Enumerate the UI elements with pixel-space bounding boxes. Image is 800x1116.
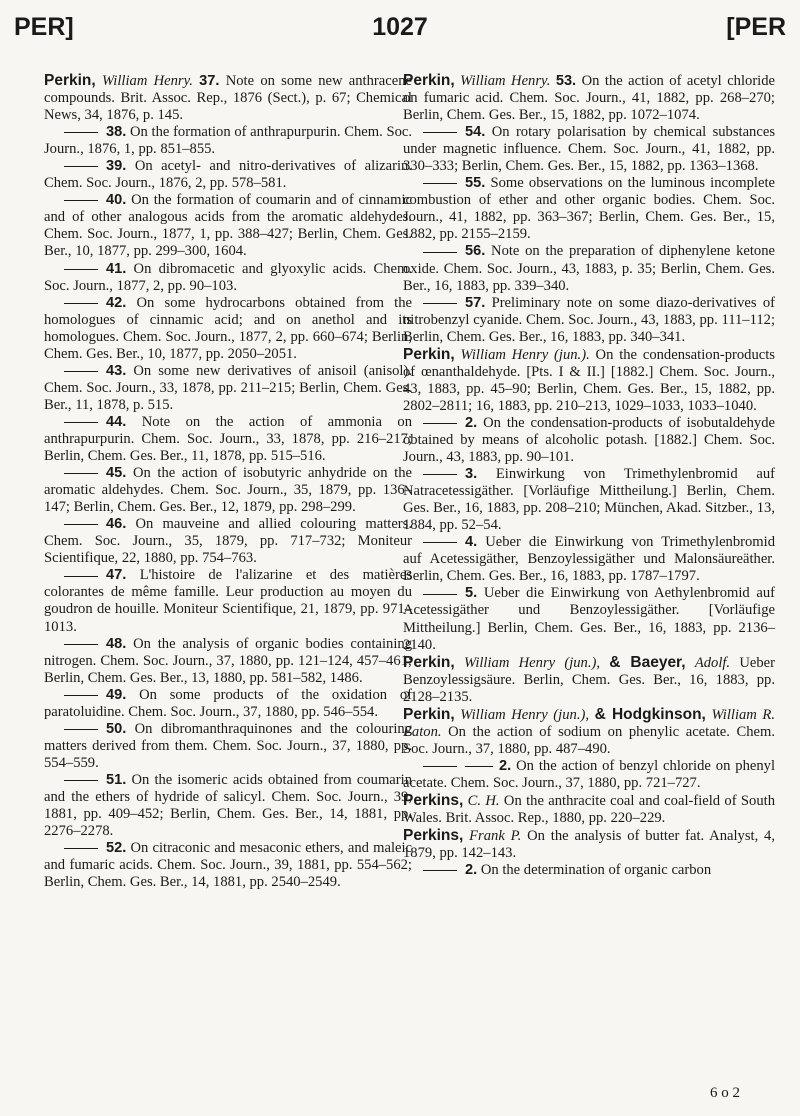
entry-number: 57.	[465, 294, 486, 311]
repeat-dash	[64, 303, 98, 304]
entry-text: On some new derivatives of anisoil (anisol). Chem. Soc. Journ., 33, 1878, pp. 211–215; Berlin, Chem. Ges. Ber., 11, 1878, p. 515.	[44, 362, 412, 413]
entry-number: 52.	[106, 840, 127, 857]
bibliography-entry	[44, 721, 412, 772]
repeat-dash	[423, 303, 457, 304]
author-surname: Perkins,	[403, 791, 464, 809]
entry-text: On the formation of coumarin and of cinnamic and of other analogous acids from the aromatic aldehydes. Chem. Soc. Journ., 1877, 1, pp. 388–427; Berlin, Chem. Ges. Ber., 10, 1877, pp. 299–300, 1604.	[44, 192, 412, 260]
entry-number: 37.	[199, 73, 220, 89]
repeat-dash	[64, 371, 98, 372]
coauthor-given-name: Adolf.	[694, 654, 731, 671]
entry-text: On the analysis of organic bodies containing nitrogen. Chem. Soc. Journ., 37, 1880, pp. 121–124, 457–461; Berlin, Chem. Ges. Ber., 13, 1880, pp. 581–582, 1486.	[44, 635, 412, 686]
author-given-name: William Henry.	[101, 73, 193, 89]
entry-text: On dibromacetic and glyoxylic acids. Chem. Soc. Journ., 1877, 2, pp. 90–103.	[44, 260, 413, 294]
bibliography-entry	[403, 243, 775, 294]
author-surname: Perkin,	[403, 72, 455, 89]
bibliography-entry	[403, 466, 775, 534]
coauthor-surname: & Hodgkinson,	[594, 705, 706, 723]
entry-text: On dibromanthraquinones and the colouring matters derived from them. Chem. Soc. Journ., 37, 1880, pp. 554–559.	[44, 720, 412, 771]
entry-text: On the action of isobutyric anhydride on the aromatic aldehydes. Chem. Soc. Journ., 35, 1879, pp. 136–147; Berlin, Chem. Ges. Ber., 12, 1879, pp. 298–299.	[44, 465, 412, 516]
bibliography-entry	[44, 158, 412, 192]
author-given-name: C. H.	[467, 792, 500, 809]
entry-number: 38.	[106, 124, 127, 141]
bibliography-entry	[44, 363, 412, 414]
coauthor-surname: & Baeyer,	[609, 653, 686, 671]
bibliography-entry	[403, 124, 775, 175]
bibliography-entry	[44, 295, 412, 363]
entry-number: 43.	[106, 362, 127, 379]
bibliography-entry	[403, 706, 775, 758]
header-left-keyword: PER]	[14, 13, 74, 41]
bibliography-entry	[403, 827, 775, 862]
author-surname: Perkin,	[403, 653, 455, 671]
bibliography-entry	[44, 72, 412, 124]
author-given-name: William Henry (jun.),	[460, 706, 589, 723]
repeat-dash	[423, 594, 457, 595]
entry-text: Ueber die Einwirkung von Aethylenbromid auf Acetessigäther und Benzoylessigäther. [Vorläufige Mittheilung.] Berlin, Chem. Ges. Ber., 16, 1883, pp. 2136–2140.	[403, 585, 776, 653]
entry-text: Note on the action of ammonia on anthrapurpurin. Chem. Soc. Journ., 33, 1878, pp. 216–217; Berlin, Chem. Ges. Ber., 11, 1878, pp. 515–516.	[44, 413, 412, 465]
entry-number: 3.	[465, 466, 478, 483]
bibliography-entry	[44, 414, 412, 465]
bibliography-entry	[44, 840, 412, 891]
entry-number: 2.	[465, 862, 478, 879]
author-surname: Perkin,	[44, 72, 96, 89]
repeat-dash	[423, 474, 457, 475]
bibliography-entry	[44, 124, 412, 158]
entry-number: 44.	[106, 413, 127, 430]
coauthor-given-name: William R. Eaton.	[403, 706, 775, 740]
entry-number: 53.	[555, 73, 577, 89]
bibliography-entry	[44, 261, 412, 295]
repeat-dash	[64, 780, 98, 781]
author-given-name: Frank P.	[469, 828, 522, 845]
repeat-dash	[64, 200, 98, 201]
entry-text: Preliminary note on some diazo-derivatives of nitrobenzyl cyanide. Chem. Soc. Journ., 43, 1883, pp. 111–112; Berlin, Chem. Ges. Ber., 16, 1883, pp. 340–341.	[403, 294, 776, 345]
bibliography-entry	[403, 758, 775, 792]
entry-text: L'histoire de l'alizarine et des matières colorantes de même famille. Leur production au moyen du goudron de houille. Moniteur Scientifique, 21, 1879, pp. 971–1013.	[44, 567, 412, 635]
author-given-name: William Henry (jun.).	[460, 346, 590, 363]
entry-text: On some products of the oxidation of paratoluidine. Chem. Soc. Journ., 37, 1880, pp. 546–554.	[44, 686, 412, 720]
repeat-dash	[423, 542, 457, 543]
bibliography-entry	[403, 415, 775, 466]
left-column	[44, 72, 412, 891]
repeat-dash	[423, 870, 457, 871]
entry-text: Note on some new anthracene compounds. Brit. Assoc. Rep., 1876 (Sect.), p. 67; Chemical News, 34, 1876, p. 145.	[44, 73, 412, 124]
entry-text: On mauveine and allied colouring matters. Chem. Soc. Journ., 35, 1879, pp. 717–732; Moniteur Scientifique, 22, 1880, pp. 754–763.	[44, 516, 412, 567]
repeat-dash	[64, 269, 98, 270]
bibliography-entry	[403, 295, 775, 346]
author-given-name: William Henry.	[460, 73, 551, 89]
entry-number: 39.	[106, 158, 127, 175]
entry-number: 5.	[465, 585, 478, 602]
repeat-dash	[423, 252, 457, 253]
bibliography-entry	[44, 465, 412, 516]
bibliography-entry	[44, 687, 412, 721]
entry-number: 55.	[465, 175, 486, 192]
entry-text: On the anthracite coal and coal-field of South Wales. Brit. Assoc. Rep., 1880, pp. 220–229.	[403, 792, 775, 827]
entry-text: On citraconic and mesaconic ethers, and maleic and fumaric acids. Chem. Soc. Journ., 39, 1881, pp. 554–562; Berlin, Chem. Ges. Ber., 14, 1881, pp. 2540–2549.	[44, 840, 413, 891]
entry-number: 56.	[465, 243, 486, 260]
bibliography-entry	[44, 772, 412, 840]
repeat-dash	[64, 422, 98, 423]
repeat-dash	[64, 695, 98, 696]
repeat-dash	[423, 423, 457, 424]
author-surname: Perkins,	[403, 827, 464, 845]
entry-number: 41.	[106, 260, 127, 277]
entry-text: On the formation of anthrapurpurin. Chem. Soc. Journ., 1876, 1, pp. 851–855.	[44, 124, 412, 158]
bibliography-entry	[403, 534, 775, 585]
repeat-dash	[64, 729, 98, 730]
entry-number: 45.	[106, 465, 127, 482]
repeat-dash	[64, 473, 98, 474]
entry-number: 48.	[106, 635, 127, 652]
bibliography-entry	[44, 192, 412, 260]
entry-text: On the determination of organic carbon	[480, 862, 712, 879]
repeat-dash	[423, 183, 457, 184]
entry-text: On the action of benzyl chloride on phenyl acetate. Chem. Soc. Journ., 37, 1880, pp. 721–727.	[403, 757, 775, 791]
entry-number: 54.	[465, 124, 486, 141]
bibliography-entry	[44, 516, 412, 567]
entry-text: On the condensation-products of isobutaldehyde obtained by means of alcoholic potash. [1882.] Chem. Soc. Journ., 43, 1883, pp. 90–101.	[403, 414, 775, 466]
entry-text: Ueber Benzoylessigsäure. Berlin, Chem. Ges. Ber., 16, 1883, pp. 2128–2135.	[403, 654, 776, 705]
entry-text: Ueber die Einwirkung von Trimethylenbromid auf Acetessigäther, Benzoylessigäther und Malonsäureäther. Berlin, Chem. Ges. Ber., 16, 1883, pp. 1787–1797.	[403, 534, 775, 585]
bibliography-entry	[403, 862, 775, 879]
entry-text: On the isomeric acids obtained from coumarin and the ethers of hydride of salicyl. Chem. Soc. Journ., 39, 1881, pp. 409–452; Berlin, Chem. Ges. Ber., 14, 1881, pp. 2276–2278.	[44, 771, 412, 840]
entry-number: 2.	[499, 757, 512, 774]
author-surname: Perkin,	[403, 345, 455, 363]
bibliography-entry	[403, 175, 775, 243]
entry-number: 42.	[106, 294, 127, 311]
bibliography-entry	[403, 792, 775, 827]
entry-text: On acetyl- and nitro-derivatives of alizarin. Chem. Soc. Journ., 1876, 2, pp. 578–581.	[44, 158, 412, 192]
page-header	[14, 10, 786, 44]
entry-text: On rotary polarisation by chemical substances under magnetic influence. Chem. Soc. Journ., 41, 1882, pp. 330–333; Berlin, Chem. Ges. Ber., 15, 1882, pp. 1363–1368.	[403, 124, 775, 175]
bibliography-entry	[403, 585, 775, 653]
repeat-dash	[64, 848, 98, 849]
entry-text: On the condensation-products of œnanthaldehyde. [Pts. I & II.] [1882.] Chem. Soc. Journ., 43, 1883, pp. 45–90; Berlin, Chem. Ges. Ber., 15, 1882, pp. 2802–2811; 16, 1883, pp. 210–213, 1029–1033, 1033–1040.	[403, 346, 775, 414]
repeat-dash	[64, 166, 98, 167]
entry-number: 49.	[106, 686, 127, 703]
right-column	[403, 72, 775, 879]
author-surname: Perkin,	[403, 705, 455, 723]
repeat-dash	[64, 524, 98, 525]
entry-number: 2.	[465, 414, 478, 431]
repeat-dash	[64, 132, 98, 133]
entry-text: On some hydrocarbons obtained from the homologues of cinnamic acid; and on anethol and its homologues. Chem. Soc. Journ., 1877, 2, pp. 660–674; Berlin, Chem. Ges. Ber., 10, 1877, pp. 2050–2051.	[44, 294, 412, 362]
repeat-dash	[64, 644, 98, 645]
entry-number: 51.	[106, 771, 127, 788]
entry-number: 47.	[106, 567, 127, 584]
bibliography-entry	[403, 72, 775, 124]
entry-text: Einwirkung von Trimethylenbromid auf Natracetessigäther. [Vorläufige Mittheilung.] Berlin, Chem. Ges. Ber., 16, 1883, pp. 208–210; München, Akad. Sitzber., 13, 1884, pp. 52–54.	[403, 466, 775, 534]
repeat-dash	[64, 576, 98, 577]
repeat-dash-second	[465, 766, 493, 767]
entry-number: 46.	[106, 516, 127, 533]
signature-mark: 6 o 2	[710, 1085, 740, 1101]
entry-number: 50.	[106, 720, 127, 737]
entry-number: 4.	[465, 534, 478, 551]
entry-text: Note on the preparation of diphenylene ketone oxide. Chem. Soc. Journ., 43, 1883, p. 35; Berlin, Chem. Ges. Ber., 16, 1883, pp. 339–340.	[403, 243, 775, 294]
bibliography-entry	[44, 567, 412, 635]
entry-text: On the action of sodium on phenylic acetate. Chem. Soc. Journ., 37, 1880, pp. 487–490.	[403, 723, 775, 757]
author-given-name: William Henry (jun.),	[463, 654, 601, 671]
page-number: 1027	[372, 13, 428, 41]
entry-text: Some observations on the luminous incomplete combustion of ether and other organic bodies. Chem. Soc. Journ., 41, 1882, pp. 363–367; Berlin, Chem. Ges. Ber., 15, 1882, pp. 2155–2159.	[403, 175, 775, 243]
header-right-keyword: [PER	[726, 13, 786, 41]
repeat-dash	[423, 132, 457, 133]
bibliography-entry	[44, 636, 412, 687]
entry-text: On the action of acetyl chloride on fumaric acid. Chem. Soc. Journ., 41, 1882, pp. 268–270; Berlin, Chem. Ges. Ber., 15, 1882, pp. 1072–1074.	[403, 73, 776, 124]
repeat-dash	[423, 766, 457, 767]
entry-number: 40.	[106, 192, 127, 209]
bibliography-entry	[403, 654, 775, 706]
bibliography-entry	[403, 346, 775, 415]
entry-text: On the analysis of butter fat. Analyst, 4, 1879, pp. 142–143.	[403, 828, 775, 862]
